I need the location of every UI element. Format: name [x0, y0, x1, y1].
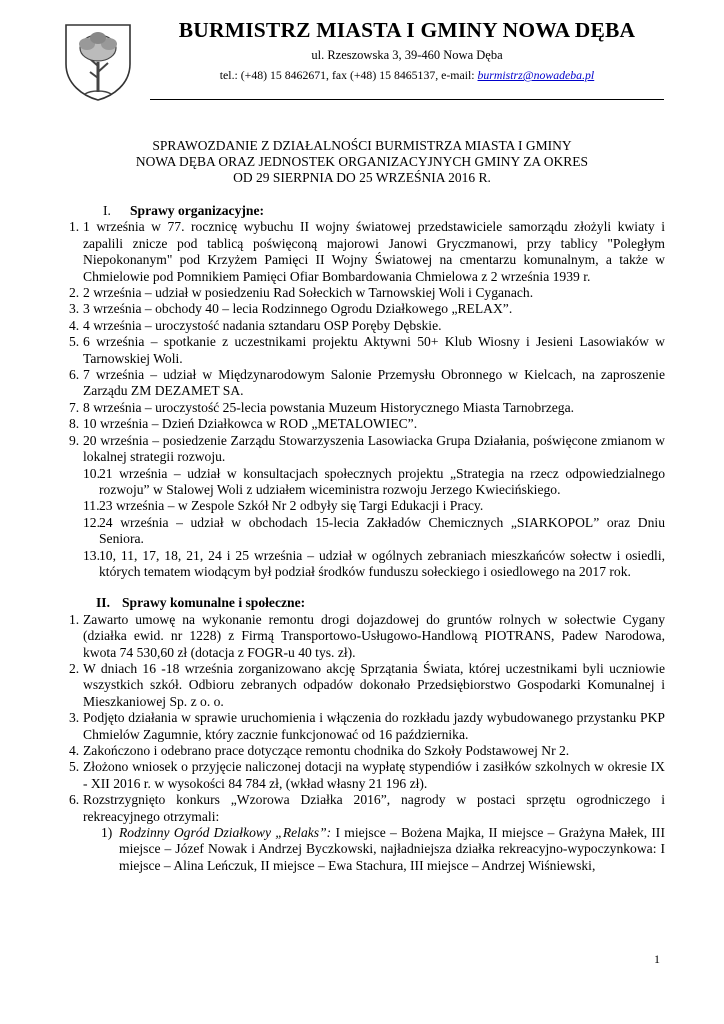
list-item	[63, 219, 665, 285]
subitem-number: 1)	[101, 825, 113, 841]
list-item-number: 5.	[69, 759, 80, 775]
list-item-number: 8.	[69, 416, 80, 432]
coat-of-arms-icon	[63, 22, 133, 102]
letterhead	[150, 18, 664, 83]
list-item-text: Złożono wniosek o przyjęcie naliczonej dotacji na wypłatę stypendiów i zasiłków szkolnych w okresie IX - XII 2016 r. w wysokości 84 784 zł, (wkład własny 21 196 zł).	[83, 759, 665, 791]
section-heading-organizational	[63, 203, 665, 219]
report-title-line: NOWA DĘBA ORAZ JEDNOSTEK ORGANIZACYJNYCH GMINY ZA OKRES	[135, 154, 589, 169]
list-item	[63, 367, 665, 400]
list-item-number: 12.	[83, 514, 100, 530]
list-item-text: Zakończono i odebrano prace dotyczące remontu chodnika do Szkoły Podstawowej Nr 2.	[83, 743, 570, 758]
section-heading-communal	[63, 595, 665, 611]
list-item-number: 2.	[69, 660, 80, 676]
list-item-text: 23 września – w Zespole Szkół Nr 2 odbyły się Targi Edukacji i Pracy.	[99, 498, 484, 514]
list-item-number: 2.	[69, 285, 80, 301]
list-item-number: 13.	[83, 547, 100, 563]
organizational-list	[63, 219, 665, 580]
list-item-text: 3 września – obchody 40 – lecia Rodzinnego Ogrodu Działkowego „RELAX”.	[83, 301, 513, 317]
list-item-number: 4.	[69, 743, 80, 758]
list-item	[63, 612, 665, 661]
report-body	[63, 203, 665, 874]
list-item	[63, 334, 665, 367]
report-title-line: SPRAWOZDANIE Z DZIAŁALNOŚCI BURMISTRZA MIASTA I GMINY	[152, 138, 572, 153]
subitem-heading: Rodzinny Ogród Działkowy „Relaks”:	[119, 825, 332, 841]
email-link[interactable]: burmistrz@nowadeba.pl	[477, 68, 595, 82]
section-numeral: II.	[96, 595, 110, 611]
list-item	[63, 400, 665, 416]
list-item-text: 20 września – posiedzenie Zarządu Stowarzyszenia Lasowiacka Grupa Działania, poświęcone zmianom w lokalnej strategii rozwoju.	[83, 432, 665, 465]
list-item-text: 2 września – udział w posiedzeniu Rad Sołeckich w Tarnowskiej Woli i Cyganach.	[83, 285, 534, 301]
list-item-text: 21 września – udział w konsultacjach społecznych projektu „Strategia na rzecz odpowiedzialnego rozwoju” w Stalowej Woli z udziałem wiceministra rozwoju Jerzego Kwiecińskiego.	[99, 465, 665, 497]
list-item-number: 1.	[69, 219, 80, 235]
list-item	[63, 743, 665, 759]
list-item-text: 6 września – spotkanie z uczestnikami projektu Aktywni 50+ Klub Wiosny i Jesieni Lasowiaków w Tarnowskiej Woli.	[83, 334, 665, 366]
list-item	[63, 759, 665, 792]
list-item-number: 3.	[69, 301, 80, 317]
letterhead-title: BURMISTRZ MIASTA I GMINY NOWA DĘBA	[178, 18, 636, 42]
list-item	[63, 792, 665, 825]
list-item-text: 4 września – uroczystość nadania sztandaru OSP Poręby Dębskie.	[83, 317, 442, 333]
list-item	[63, 515, 665, 548]
list-item	[63, 285, 665, 301]
subitem-text: I miejsce – Bożena Majka, II miejsce – Grażyna Małek, III miejsce – Józef Nowak i Andrzej Byczkowski, najładniejsza działka rekreacyjno-wypoczynkowa: I miejsce – Alina Leńczuk, II miejsce – Ewa Stachura, III miejsce – Andrzej Wiśniewski,	[119, 825, 665, 873]
list-item-text: W dniach 16 -18 września zorganizowano akcję Sprzątania Świata, której uczestnikami byli uczniowie wszystkich szkół. Odbioru zebranych odpadów dokonało Przedsiębiorstwo Gospodarki Komunalnej i Mieszkaniowej Sp. z o. o.	[83, 660, 665, 709]
list-item-number: 11.	[83, 498, 100, 514]
list-item-number: 4.	[69, 317, 80, 333]
list-item	[63, 661, 665, 710]
list-item-text: 8 września – uroczystość 25-lecia powstania Muzeum Historycznego Miasta Tarnobrzega.	[83, 399, 575, 415]
list-item-text: 24 września – udział w obchodach 15-lecia Zakładów Chemicznych „SIARKOPOL” oraz Dniu Seniora.	[99, 514, 665, 547]
list-item-number: 5.	[69, 334, 80, 350]
list-item-text: 7 września – udział w Międzynarodowym Salonie Przemysłu Obronnego w Kielcach, na zaproszenie Zarządu ZM DEZAMET SA.	[83, 367, 665, 399]
list-item-number: 6.	[69, 367, 80, 383]
list-item-number: 9.	[69, 432, 80, 448]
list-item	[63, 318, 665, 334]
list-item-number: 1.	[69, 611, 80, 627]
list-item-number: 7.	[69, 399, 80, 415]
communal-list	[63, 612, 665, 825]
section-title: Sprawy organizacyjne:	[130, 203, 265, 218]
list-item-text: 10, 11, 17, 18, 21, 24 i 25 września – udział w ogólnych zebraniach mieszkańców sołectw i osiedli, których tematem wiodącym był podział środków funduszu sołeckiego i osiedlowego na 2017 rok.	[99, 547, 665, 579]
list-item	[63, 466, 665, 499]
header-divider	[150, 99, 664, 100]
list-subitem	[63, 825, 665, 874]
list-item-text: Podjęto działania w sprawie uruchomienia i włączenia do rozkładu jazdy wybudowanego przystanku PKP Chmielów Zagumnie, który zacznie funkcjonować od 16 października.	[83, 710, 665, 742]
contact-text: tel.: (+48) 15 8462671, fax (+48) 15 8465137, e-mail:	[219, 68, 478, 82]
list-item	[63, 416, 665, 432]
list-item-number: 3.	[69, 710, 80, 726]
report-title-line: OD 29 SIERPNIA DO 25 WRZEŚNIA 2016 R.	[233, 170, 491, 185]
letterhead-address: ul. Rzeszowska 3, 39-460 Nowa Dęba	[311, 48, 503, 62]
list-item	[63, 548, 665, 581]
list-item	[63, 498, 665, 514]
page-number: 1	[654, 952, 660, 966]
letterhead-contact	[150, 68, 664, 83]
list-item-number: 6.	[69, 792, 80, 808]
list-item-text: 10 września – Dzień Działkowca w ROD „METALOWIEC”.	[83, 416, 418, 432]
list-item	[63, 710, 665, 743]
list-item-text: Rozstrzygnięto konkurs „Wzorowa Działka 2016”, nagrody w postaci sprzętu ogrodniczego i rekreacyjnego otrzymali:	[83, 792, 665, 824]
section-title: Sprawy komunalne i społeczne:	[122, 595, 306, 611]
list-item-text: 1 września w 77. rocznicę wybuchu II wojny światowej przedstawiciele samorządu złożyli kwiaty i zapalili znicze pod tablicą poświęconą majorowi Janowi Gryczmanowi, przy tablicy "Poległym Niepokonanym" pod Krzyżem Pamięci II Wojny Światowej na cmentarzu komunalnym, a także w Chmielowie pod Pomnikiem Pamięci Ofiar Bombardowania Chmielowa z 2 września 1939 r.	[83, 219, 665, 284]
section-numeral: I.	[103, 203, 111, 218]
list-item	[63, 301, 665, 317]
report-title	[60, 138, 664, 186]
list-item	[63, 433, 665, 466]
list-item-number: 10.	[83, 465, 100, 481]
list-item-text: Zawarto umowę na wykonanie remontu drogi dojazdowej do gruntów rolnych w sołectwie Cygany (działka ewid. nr 1228) z Firmą Transportowo-Usługowo-Handlową PIOTRANS, Padew Narodowa, kwota 74 530,60 zł (dotacja z FOGR-u 40 tys. zł).	[83, 611, 665, 660]
